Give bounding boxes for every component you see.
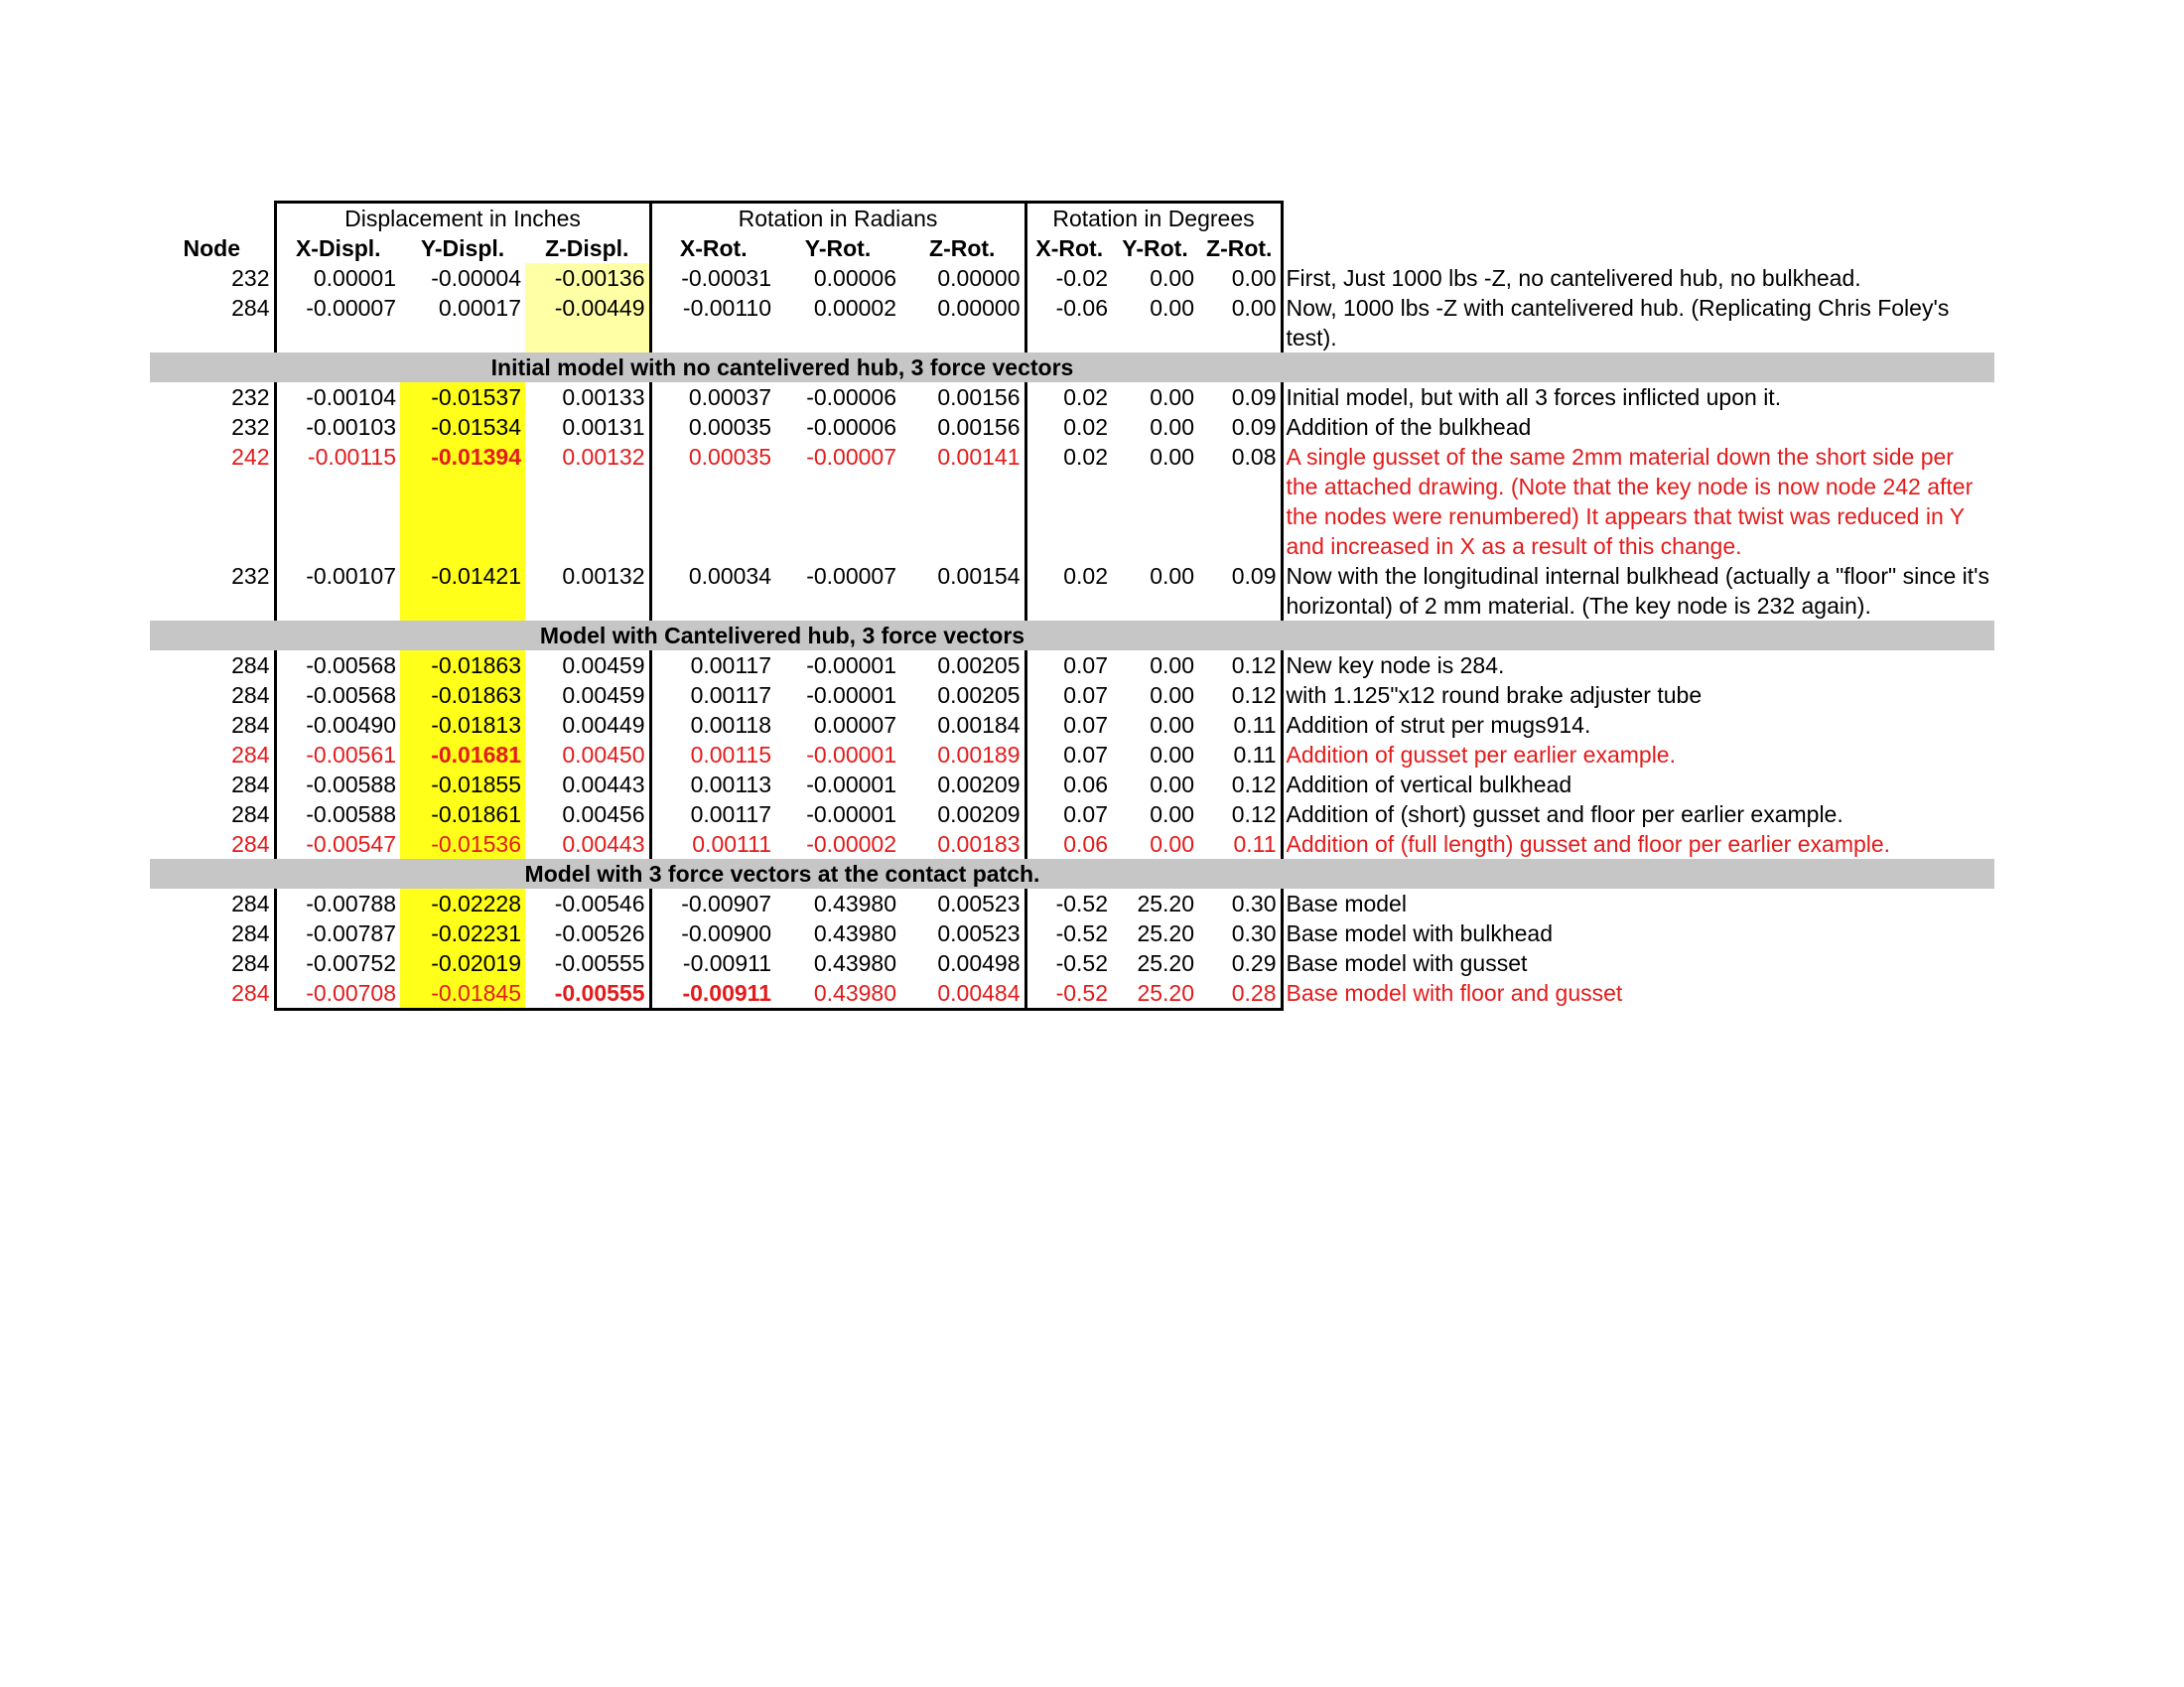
- x-displ-cell: -0.00007: [275, 293, 400, 352]
- z-displ-cell: 0.00132: [525, 561, 650, 621]
- z-rot-deg-cell: 0.00: [1198, 293, 1282, 352]
- table-row: [150, 799, 1994, 829]
- z-rot-deg-cell: 0.12: [1198, 799, 1282, 829]
- z-rot-deg-cell: 0.08: [1198, 442, 1282, 561]
- col-header-x-displ: X-Displ.: [275, 233, 400, 263]
- note-cell: Addition of vertical bulkhead: [1286, 772, 1572, 797]
- section-title: [150, 352, 1994, 382]
- z-displ-cell: -0.00526: [525, 918, 650, 948]
- z-rot-rad-cell: 0.00498: [900, 948, 1025, 978]
- y-rot-rad-cell: -0.00001: [806, 682, 896, 708]
- x-rot-rad-cell: 0.00035: [688, 444, 771, 470]
- z-displ-cell: 0.00456: [525, 799, 650, 829]
- x-rot-rad-cell: -0.00907: [681, 891, 771, 916]
- note-cell: A single gusset of the same 2mm material down the short side per the attached drawing. (Note that the key node is now node 242 after the nodes were renumbered) It appears that twist was reduced in Y and increased in X as a result of this change.: [1286, 444, 1974, 559]
- node-cell: 284: [231, 920, 270, 946]
- table-row: [150, 710, 1994, 740]
- y-rot-rad-cell: -0.00002: [806, 831, 896, 857]
- z-rot-rad-cell: 0.00141: [900, 442, 1025, 561]
- y-rot-deg-cell: 0.00: [1150, 772, 1194, 797]
- x-displ-cell: -0.00787: [275, 918, 400, 948]
- x-rot-deg-cell: -0.52: [1025, 978, 1112, 1010]
- displacement-group-header: Displacement in Inches: [275, 203, 650, 234]
- note-cell: Base model with bulkhead: [1286, 920, 1553, 946]
- note-cell: with 1.125"x12 round brake adjuster tube: [1286, 682, 1703, 708]
- table-row: [150, 263, 1994, 293]
- x-displ-cell: -0.00588: [275, 770, 400, 799]
- blank-cell: [150, 203, 275, 234]
- z-rot-deg-cell: 0.09: [1198, 382, 1282, 412]
- x-displ-cell: -0.00588: [275, 799, 400, 829]
- y-rot-rad-cell: -0.00006: [806, 414, 896, 440]
- y-rot-deg-cell: 0.00: [1150, 831, 1194, 857]
- y-rot-rad-cell: 0.43980: [813, 920, 896, 946]
- column-header-row: [150, 233, 1994, 263]
- group-header-row: [150, 203, 1994, 234]
- x-rot-deg-cell: 0.06: [1063, 772, 1108, 797]
- col-header-z-displ: Z-Displ.: [525, 233, 650, 263]
- table-row: [150, 948, 1994, 978]
- table-row: [150, 770, 1994, 799]
- x-rot-deg-cell: 0.02: [1063, 414, 1108, 440]
- y-rot-rad-cell: 0.43980: [775, 978, 900, 1010]
- section-header-row: [150, 621, 1994, 650]
- z-displ-cell: 0.00132: [525, 442, 650, 561]
- x-rot-rad-cell: -0.00110: [682, 295, 771, 321]
- node-cell: 284: [231, 831, 270, 857]
- y-rot-deg-cell: 0.00: [1150, 801, 1194, 827]
- section-title-text: Model with Cantelivered hub, 3 force vectors: [539, 623, 1025, 648]
- node-cell: 242: [231, 444, 270, 470]
- blank-cell: [1282, 233, 1994, 263]
- x-rot-rad-cell: 0.00113: [690, 772, 771, 797]
- x-displ-cell: -0.00788: [275, 889, 400, 918]
- x-rot-rad-cell: 0.00115: [690, 742, 771, 768]
- z-displ-cell: 0.00131: [525, 412, 650, 442]
- x-rot-rad-cell: 0.00037: [688, 384, 771, 410]
- z-rot-deg-cell: 0.30: [1198, 889, 1282, 918]
- z-rot-rad-cell: 0.00000: [900, 263, 1025, 293]
- z-rot-rad-cell: 0.00154: [900, 561, 1025, 621]
- x-rot-deg-cell: -0.52: [1055, 950, 1108, 976]
- node-cell: 232: [231, 384, 270, 410]
- z-rot-rad-cell: 0.00184: [900, 710, 1025, 740]
- note-cell: Base model with floor and gusset: [1286, 980, 1623, 1006]
- table-row: [150, 382, 1994, 412]
- table-row: [150, 740, 1994, 770]
- x-rot-rad-cell: 0.00035: [688, 414, 771, 440]
- degrees-group-header: Rotation in Degrees: [1025, 203, 1282, 234]
- z-rot-deg-cell: 0.12: [1198, 770, 1282, 799]
- y-displ-cell: -0.01855: [400, 770, 525, 799]
- y-rot-deg-cell: 0.00: [1150, 682, 1194, 708]
- x-rot-deg-cell: -0.52: [1055, 891, 1108, 916]
- x-displ-cell: -0.00107: [275, 561, 400, 621]
- y-rot-rad-cell: 0.43980: [813, 891, 896, 916]
- z-rot-rad-cell: 0.00000: [900, 293, 1025, 352]
- z-rot-deg-cell: 0.00: [1198, 263, 1282, 293]
- node-cell: 284: [231, 742, 270, 768]
- x-rot-rad-cell: 0.00034: [688, 563, 771, 589]
- col-header-node: Node: [183, 235, 240, 261]
- z-displ-cell: -0.00136: [525, 263, 650, 293]
- col-header-x-rot-deg: X-Rot.: [1035, 235, 1104, 261]
- z-displ-cell: 0.00459: [525, 650, 650, 680]
- table-row: [150, 650, 1994, 680]
- z-rot-deg-cell: 0.09: [1198, 412, 1282, 442]
- x-displ-cell: -0.00568: [275, 680, 400, 710]
- y-rot-deg-cell: 0.00: [1150, 712, 1194, 738]
- y-rot-deg-cell: 0.00: [1150, 384, 1194, 410]
- z-displ-cell: -0.00449: [525, 293, 650, 352]
- z-displ-cell: 0.00450: [525, 740, 650, 770]
- col-header-z-rot-deg: Z-Rot.: [1198, 233, 1282, 263]
- z-displ-cell: 0.00449: [525, 710, 650, 740]
- z-rot-rad-cell: 0.00205: [900, 650, 1025, 680]
- y-displ-cell: -0.00004: [431, 265, 521, 291]
- y-rot-rad-cell: 0.00006: [813, 265, 896, 291]
- table-row: [150, 978, 1994, 1010]
- x-rot-rad-cell: 0.00117: [690, 801, 771, 827]
- x-rot-rad-cell: 0.00111: [692, 831, 771, 857]
- y-rot-rad-cell: -0.00007: [806, 563, 896, 589]
- note-cell: New key node is 284.: [1286, 652, 1505, 678]
- z-rot-rad-cell: 0.00189: [900, 740, 1025, 770]
- y-displ-cell: -0.01536: [400, 829, 525, 859]
- node-cell: 284: [231, 772, 270, 797]
- x-rot-rad-cell: -0.00911: [682, 950, 771, 976]
- z-rot-deg-cell: 0.09: [1198, 561, 1282, 621]
- note-cell: Base model: [1286, 891, 1407, 916]
- x-rot-deg-cell: 0.07: [1063, 682, 1108, 708]
- y-rot-deg-cell: 25.20: [1137, 950, 1194, 976]
- z-displ-cell: 0.00133: [525, 382, 650, 412]
- z-rot-deg-cell: 0.12: [1198, 650, 1282, 680]
- table-row: [150, 680, 1994, 710]
- y-rot-rad-cell: -0.00006: [806, 384, 896, 410]
- z-displ-cell: -0.00555: [525, 948, 650, 978]
- col-header-y-rot-rad: Y-Rot.: [804, 235, 872, 261]
- x-rot-deg-cell: -0.02: [1055, 265, 1108, 291]
- z-rot-rad-cell: 0.00523: [900, 889, 1025, 918]
- x-displ-cell: -0.00568: [275, 650, 400, 680]
- section-header-row: [150, 352, 1994, 382]
- z-rot-deg-cell: 0.12: [1198, 680, 1282, 710]
- x-rot-deg-cell: 0.07: [1063, 712, 1108, 738]
- section-header-row: [150, 859, 1994, 889]
- y-displ-cell: -0.01863: [400, 680, 525, 710]
- y-displ-cell: -0.02228: [400, 889, 525, 918]
- table-row: [150, 829, 1994, 859]
- node-cell: 284: [231, 950, 270, 976]
- col-header-z-rot-rad: Z-Rot.: [900, 233, 1025, 263]
- note-cell: Addition of strut per mugs914.: [1286, 712, 1591, 738]
- y-rot-deg-cell: 25.20: [1137, 891, 1194, 916]
- z-rot-deg-cell: 0.30: [1198, 918, 1282, 948]
- note-cell: Initial model, but with all 3 forces inflicted upon it.: [1286, 384, 1782, 410]
- y-displ-cell: -0.01421: [400, 561, 525, 621]
- x-rot-deg-cell: -0.06: [1055, 295, 1108, 321]
- z-displ-cell: -0.00546: [525, 889, 650, 918]
- y-rot-rad-cell: 0.00007: [813, 712, 896, 738]
- z-rot-rad-cell: 0.00183: [900, 829, 1025, 859]
- y-rot-deg-cell: 0.00: [1150, 563, 1194, 589]
- y-rot-deg-cell: 25.20: [1112, 978, 1198, 1010]
- y-displ-cell: -0.01681: [400, 740, 525, 770]
- node-cell: 284: [231, 801, 270, 827]
- node-cell: 284: [231, 295, 270, 321]
- x-rot-rad-cell: -0.00911: [650, 978, 775, 1010]
- note-cell: Addition of the bulkhead: [1286, 414, 1532, 440]
- node-cell: 284: [231, 712, 270, 738]
- x-displ-cell: -0.00547: [275, 829, 400, 859]
- y-displ-cell: -0.01845: [400, 978, 525, 1010]
- y-displ-cell: -0.01537: [400, 382, 525, 412]
- node-cell: 232: [231, 265, 270, 291]
- x-rot-deg-cell: 0.02: [1063, 444, 1108, 470]
- note-cell: Addition of (full length) gusset and floor per earlier example.: [1286, 831, 1891, 857]
- x-displ-cell: -0.00104: [275, 382, 400, 412]
- section-title: [150, 859, 1994, 889]
- note-cell: Now with the longitudinal internal bulkhead (actually a "floor" since it's horizontal) of 2 mm material. (The key node is 232 again).: [1286, 563, 1990, 619]
- x-rot-deg-cell: 0.07: [1063, 801, 1108, 827]
- results-table: [150, 201, 1994, 1011]
- x-rot-deg-cell: 0.07: [1063, 652, 1108, 678]
- x-rot-deg-cell: 0.02: [1063, 384, 1108, 410]
- y-rot-rad-cell: -0.00001: [806, 772, 896, 797]
- table-row: [150, 918, 1994, 948]
- node-cell: 284: [231, 980, 270, 1006]
- z-rot-rad-cell: 0.00156: [900, 412, 1025, 442]
- z-rot-rad-cell: 0.00209: [900, 770, 1025, 799]
- y-displ-cell: -0.02231: [400, 918, 525, 948]
- z-rot-deg-cell: 0.28: [1198, 978, 1282, 1010]
- x-rot-rad-cell: 0.00117: [690, 652, 771, 678]
- blank-cell: [1282, 203, 1994, 234]
- y-rot-deg-cell: 25.20: [1137, 920, 1194, 946]
- y-rot-deg-cell: 0.00: [1150, 295, 1194, 321]
- x-displ-cell: 0.00001: [275, 263, 400, 293]
- z-rot-rad-cell: 0.00205: [900, 680, 1025, 710]
- table-row: [150, 412, 1994, 442]
- note-cell: Now, 1000 lbs -Z with cantelivered hub. (Replicating Chris Foley's test).: [1286, 295, 1950, 351]
- col-header-x-rot-rad: X-Rot.: [679, 235, 748, 261]
- y-rot-deg-cell: 0.00: [1150, 414, 1194, 440]
- x-rot-deg-cell: 0.07: [1063, 742, 1108, 768]
- note-cell: Addition of gusset per earlier example.: [1286, 742, 1676, 768]
- radians-group-header: Rotation in Radians: [650, 203, 1025, 234]
- z-rot-deg-cell: 0.11: [1198, 829, 1282, 859]
- col-header-y-displ: Y-Displ.: [420, 235, 505, 261]
- x-displ-cell: -0.00103: [275, 412, 400, 442]
- section-title-text: Model with 3 force vectors at the contact patch.: [524, 861, 1040, 887]
- y-displ-cell: -0.02019: [400, 948, 525, 978]
- node-cell: 232: [231, 414, 270, 440]
- z-rot-rad-cell: 0.00523: [900, 918, 1025, 948]
- z-rot-deg-cell: 0.29: [1198, 948, 1282, 978]
- node-cell: 232: [231, 563, 270, 589]
- x-rot-rad-cell: -0.00031: [681, 265, 771, 291]
- x-rot-rad-cell: 0.00118: [690, 712, 771, 738]
- table-row: [150, 561, 1994, 621]
- col-header-y-rot-deg: Y-Rot.: [1122, 235, 1188, 261]
- x-displ-cell: -0.00561: [275, 740, 400, 770]
- y-rot-deg-cell: 0.00: [1150, 444, 1194, 470]
- y-rot-deg-cell: 0.00: [1150, 652, 1194, 678]
- y-rot-rad-cell: -0.00001: [806, 742, 896, 768]
- x-rot-deg-cell: 0.06: [1063, 831, 1108, 857]
- table-row: [150, 442, 1994, 561]
- z-rot-deg-cell: 0.11: [1198, 740, 1282, 770]
- y-displ-cell: -0.01813: [400, 710, 525, 740]
- y-rot-rad-cell: -0.00001: [806, 801, 896, 827]
- z-displ-cell: 0.00459: [525, 680, 650, 710]
- y-rot-deg-cell: 0.00: [1150, 265, 1194, 291]
- z-rot-rad-cell: 0.00156: [900, 382, 1025, 412]
- note-cell: Base model with gusset: [1286, 950, 1528, 976]
- y-displ-cell: -0.01861: [400, 799, 525, 829]
- y-displ-cell: -0.01534: [400, 412, 525, 442]
- x-displ-cell: -0.00490: [275, 710, 400, 740]
- node-cell: 284: [231, 652, 270, 678]
- z-displ-cell: -0.00555: [525, 978, 650, 1010]
- x-rot-rad-cell: 0.00117: [690, 682, 771, 708]
- y-rot-rad-cell: 0.00002: [813, 295, 896, 321]
- z-displ-cell: 0.00443: [525, 829, 650, 859]
- node-cell: 284: [231, 891, 270, 916]
- x-displ-cell: -0.00115: [275, 442, 400, 561]
- y-rot-rad-cell: 0.43980: [813, 950, 896, 976]
- x-displ-cell: -0.00752: [275, 948, 400, 978]
- note-cell: First, Just 1000 lbs -Z, no cantelivered hub, no bulkhead.: [1286, 265, 1861, 291]
- section-title: [150, 621, 1994, 650]
- y-displ-cell: -0.01863: [400, 650, 525, 680]
- y-rot-rad-cell: -0.00001: [806, 652, 896, 678]
- z-rot-deg-cell: 0.11: [1198, 710, 1282, 740]
- x-displ-cell: -0.00708: [275, 978, 400, 1010]
- y-displ-cell: 0.00017: [438, 295, 521, 321]
- table-row: [150, 889, 1994, 918]
- x-rot-deg-cell: -0.52: [1055, 920, 1108, 946]
- section-title-text: Initial model with no cantelivered hub, 3 force vectors: [490, 354, 1074, 380]
- table-row: [150, 293, 1994, 352]
- z-rot-rad-cell: 0.00484: [900, 978, 1025, 1010]
- note-cell: Addition of (short) gusset and floor per earlier example.: [1286, 801, 1843, 827]
- y-displ-cell: -0.01394: [400, 442, 525, 561]
- z-rot-rad-cell: 0.00209: [900, 799, 1025, 829]
- z-displ-cell: 0.00443: [525, 770, 650, 799]
- node-cell: 284: [231, 682, 270, 708]
- x-rot-deg-cell: 0.02: [1063, 563, 1108, 589]
- y-rot-deg-cell: 0.00: [1150, 742, 1194, 768]
- y-rot-rad-cell: -0.00007: [806, 444, 896, 470]
- x-rot-rad-cell: -0.00900: [681, 920, 771, 946]
